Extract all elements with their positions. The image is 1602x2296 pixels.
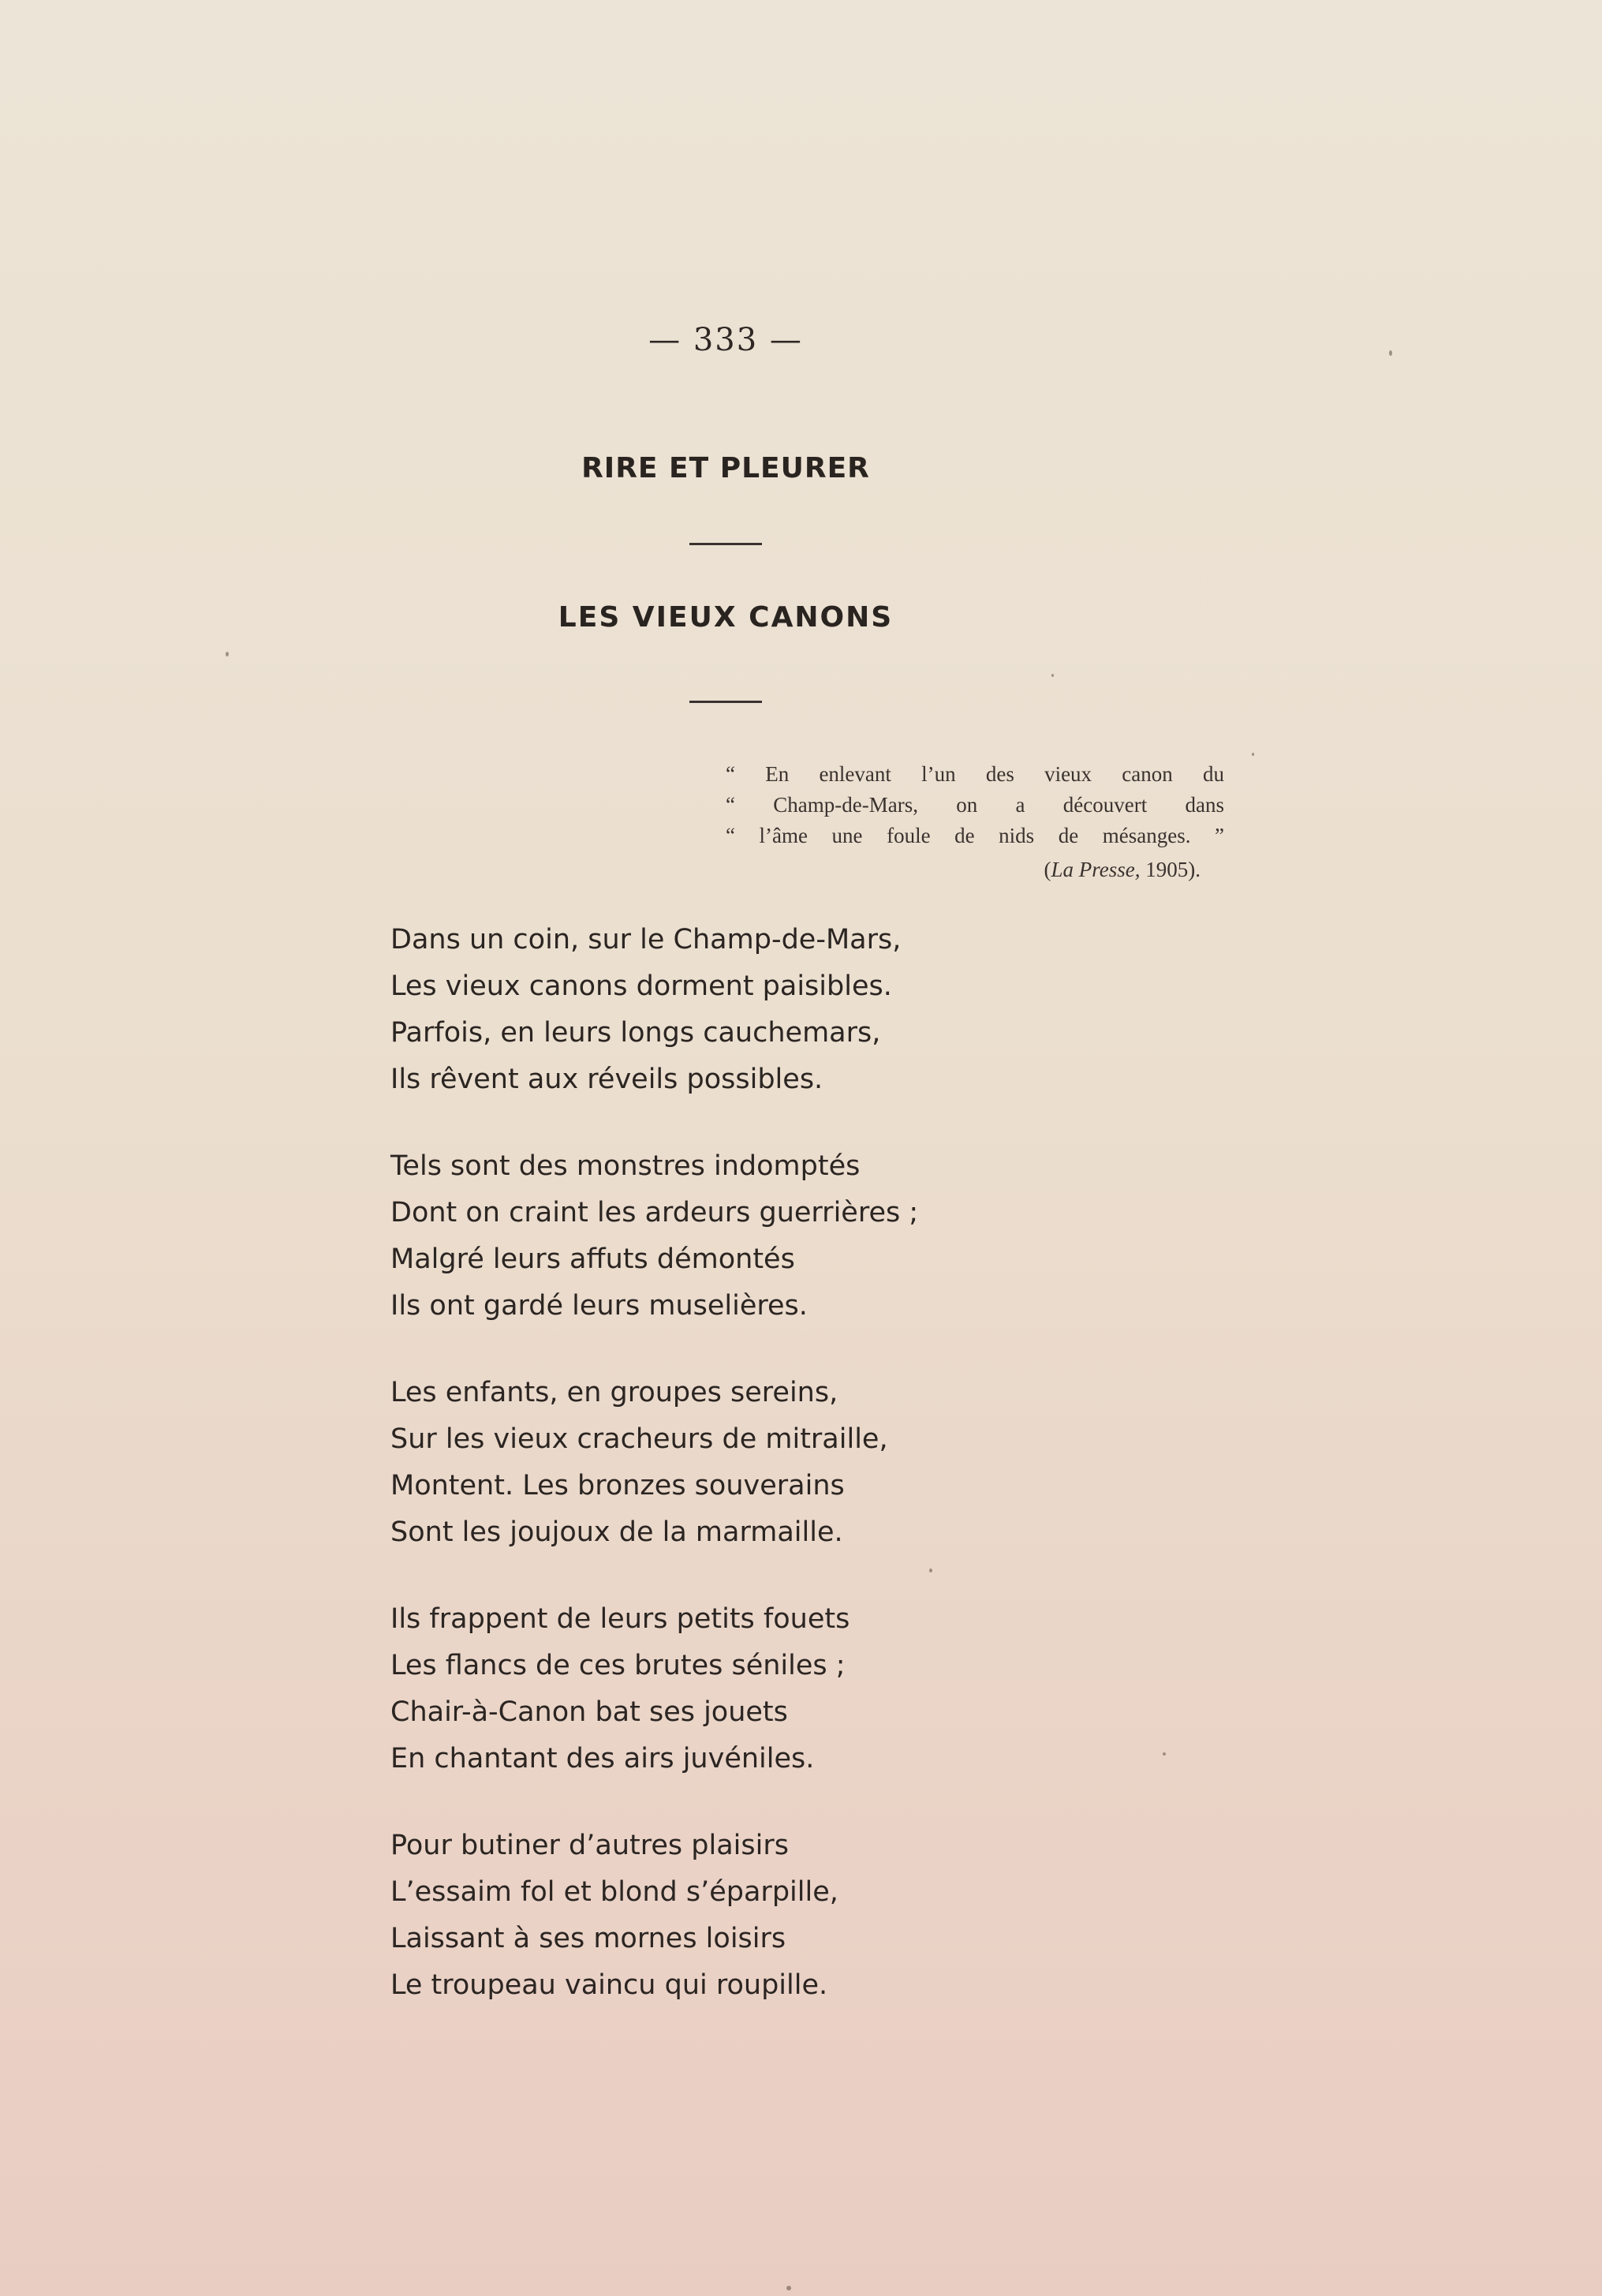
verse-line: Le troupeau vaincu qui roupille. xyxy=(390,1969,828,2001)
paper-speck xyxy=(929,1569,932,1572)
verse-line: Sur les vieux cracheurs de mitraille, xyxy=(390,1423,888,1455)
verse-line: Ils frappent de leurs petits fouets xyxy=(390,1603,850,1635)
verse-line: Tels sont des monstres indomptés xyxy=(390,1150,861,1182)
verse-line: Dans un coin, sur le Champ-de-Mars, xyxy=(390,924,902,955)
verse-line: Malgré leurs affuts démontés xyxy=(390,1243,795,1275)
epigraph-source xyxy=(726,854,1224,885)
verse-line: Montent. Les bronzes souverains xyxy=(390,1470,845,1501)
verse-line: Parfois, en leurs longs cauchemars, xyxy=(390,1017,881,1049)
epigraph-line: “ l’âme une foule de nids de mésanges. ” xyxy=(726,824,1224,847)
epigraph-line: “ Champ-de-Mars, on a découvert dans xyxy=(726,793,1224,817)
verse-line: Laissant à ses mornes loisirs xyxy=(390,1923,786,1954)
verse-line: Ils ont gardé leurs muselières. xyxy=(390,1290,808,1322)
poem-title: LES VIEUX CANONS xyxy=(558,601,894,634)
source-year: 1905). xyxy=(1140,858,1201,881)
section-title: RIRE ET PLEURER xyxy=(581,452,870,484)
stanza xyxy=(390,1596,1258,1782)
stanza xyxy=(390,1143,1258,1329)
verse-line: Les vieux canons dorment paisibles. xyxy=(390,970,892,1002)
verse-line: Sont les joujoux de la marmaille. xyxy=(390,1516,843,1548)
paper-speck xyxy=(1051,674,1054,677)
stanza xyxy=(390,1370,1258,1556)
epigraph xyxy=(726,759,1224,885)
verse-line: Pour butiner d’autres plaisirs xyxy=(390,1830,789,1861)
source-open: ( xyxy=(1044,858,1051,881)
paper-speck xyxy=(786,2286,791,2290)
divider-rule xyxy=(689,543,762,545)
paper-speck xyxy=(1163,1752,1166,1756)
poem-body xyxy=(390,917,1258,2049)
paper-speck xyxy=(1389,350,1392,356)
verse-line: L’essaim fol et blond s’éparpille, xyxy=(390,1876,838,1908)
verse-line: Les flancs de ces brutes séniles ; xyxy=(390,1650,846,1681)
verse-line: En chantant des airs juvéniles. xyxy=(390,1743,815,1774)
divider-rule xyxy=(689,701,762,703)
paper-speck xyxy=(226,652,229,656)
verse-line: Chair-à-Canon bat ses jouets xyxy=(390,1696,788,1728)
source-title: La Presse, xyxy=(1051,858,1141,881)
paper-speck xyxy=(1252,753,1254,756)
verse-line: Ils rêvent aux réveils possibles. xyxy=(390,1064,823,1095)
stanza xyxy=(390,1823,1258,2009)
epigraph-line: “ En enlevant l’un des vieux canon du xyxy=(726,762,1224,786)
verse-line: Les enfants, en groupes sereins, xyxy=(390,1377,838,1408)
page-number: — 333 — xyxy=(648,322,803,358)
stanza xyxy=(390,917,1258,1103)
verse-line: Dont on craint les ardeurs guerrières ; xyxy=(390,1197,919,1228)
